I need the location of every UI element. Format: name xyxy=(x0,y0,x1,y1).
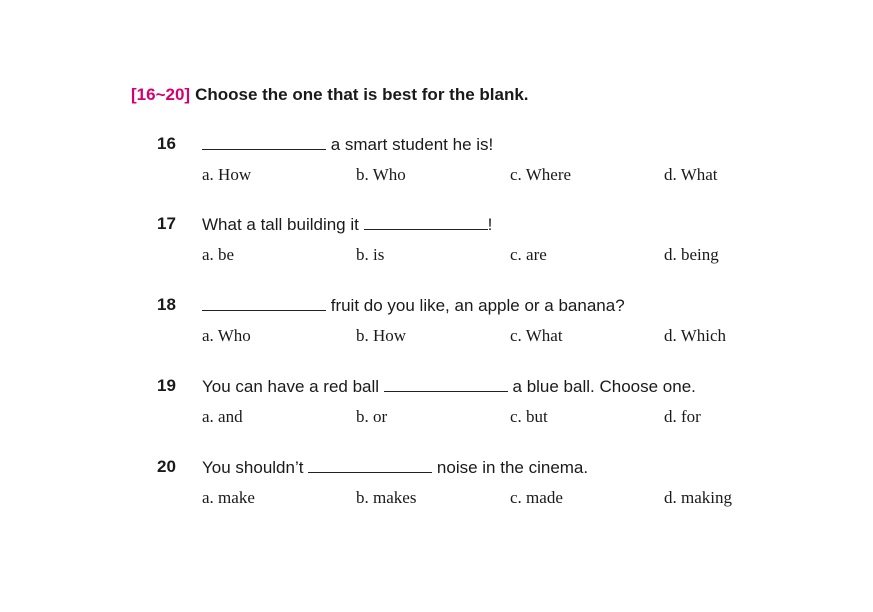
question-number: 19 xyxy=(157,376,176,395)
question-19 xyxy=(157,375,777,447)
answer-blank[interactable] xyxy=(308,456,432,473)
option-b[interactable]: b. makes xyxy=(356,488,417,507)
stem-before: You shouldn’t xyxy=(202,458,309,477)
section-header xyxy=(131,85,529,105)
answer-options xyxy=(202,244,802,266)
answer-blank[interactable] xyxy=(384,375,508,392)
option-c[interactable]: c. are xyxy=(510,245,547,264)
option-a[interactable]: a. How xyxy=(202,165,252,184)
instruction-text: Choose the one that is best for the blank. xyxy=(195,85,529,104)
option-b[interactable]: b. or xyxy=(356,407,388,426)
question-16 xyxy=(157,133,777,205)
question-stem xyxy=(202,375,696,398)
question-20 xyxy=(157,456,777,528)
option-d[interactable]: d. for xyxy=(664,407,701,426)
question-number: 16 xyxy=(157,134,176,153)
question-number: 17 xyxy=(157,214,176,233)
option-b[interactable]: b. How xyxy=(356,326,407,345)
question-stem xyxy=(202,213,492,236)
option-a[interactable]: a. be xyxy=(202,245,235,264)
answer-options xyxy=(202,164,802,186)
stem-after: a smart student he is! xyxy=(326,135,494,154)
question-range: [16~20] xyxy=(131,85,191,104)
stem-after: noise in the cinema. xyxy=(432,458,589,477)
question-number: 20 xyxy=(157,457,176,476)
option-c[interactable]: c. What xyxy=(510,326,563,345)
answer-blank[interactable] xyxy=(364,213,488,230)
option-d[interactable]: d. What xyxy=(664,165,718,184)
stem-before: What a tall building it xyxy=(202,215,364,234)
question-17 xyxy=(157,213,777,285)
stem-after: ! xyxy=(487,215,493,234)
question-number: 18 xyxy=(157,295,176,314)
answer-options xyxy=(202,325,802,347)
answer-blank[interactable] xyxy=(202,294,326,311)
option-b[interactable]: b. is xyxy=(356,245,385,264)
question-stem xyxy=(202,294,625,317)
option-c[interactable]: c. Where xyxy=(510,165,572,184)
option-a[interactable]: a. and xyxy=(202,407,243,426)
option-d[interactable]: d. being xyxy=(664,245,719,264)
question-18 xyxy=(157,294,777,366)
stem-after: a blue ball. Choose one. xyxy=(507,377,696,396)
answer-blank[interactable] xyxy=(202,133,326,150)
question-stem xyxy=(202,456,588,479)
option-a[interactable]: a. make xyxy=(202,488,255,507)
stem-before: You can have a red ball xyxy=(202,377,384,396)
option-c[interactable]: c. made xyxy=(510,488,563,507)
stem-after: fruit do you like, an apple or a banana? xyxy=(326,296,625,315)
answer-options xyxy=(202,406,802,428)
question-stem xyxy=(202,133,493,156)
option-d[interactable]: d. Which xyxy=(664,326,727,345)
option-a[interactable]: a. Who xyxy=(202,326,251,345)
option-d[interactable]: d. making xyxy=(664,488,732,507)
option-c[interactable]: c. but xyxy=(510,407,548,426)
answer-options xyxy=(202,487,802,509)
option-b[interactable]: b. Who xyxy=(356,165,406,184)
